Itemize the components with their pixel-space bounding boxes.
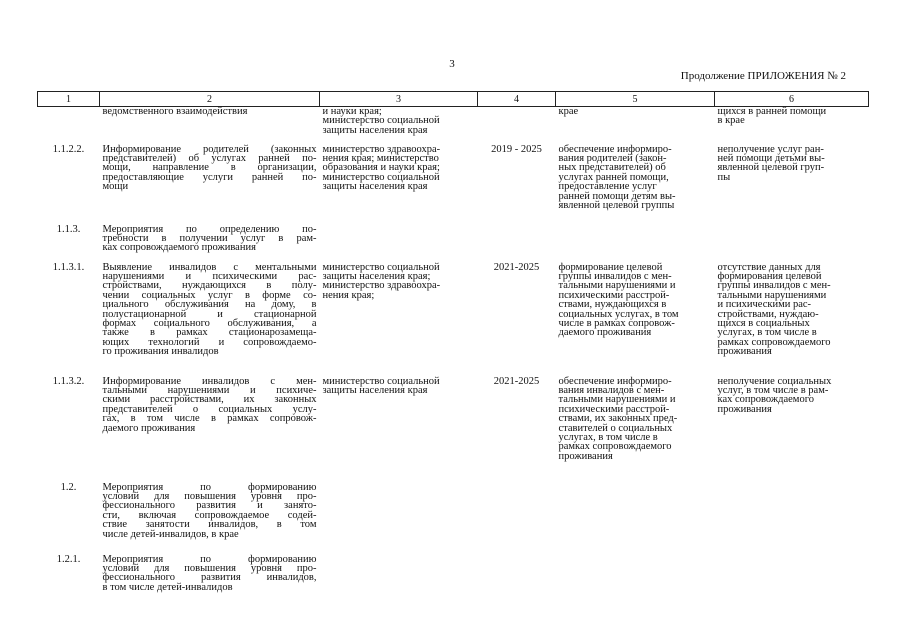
- text-line: чении социальных услуг в форме со-: [102, 289, 317, 301]
- text-line: ствие занятости инвалидов, в том: [102, 519, 317, 531]
- text-line: ющих технологий и сопровождаемо-: [102, 336, 317, 348]
- text-line: го проживания инвалидов: [102, 346, 219, 358]
- text-line: гах, в том числе в рамках сопровож-: [102, 413, 317, 425]
- text-line: ках сопровождаемого: [717, 394, 814, 406]
- responsible-executor: [320, 375, 478, 481]
- text-line: министерство здравоохра-: [322, 143, 441, 155]
- table-row: [38, 481, 869, 553]
- implementation-period: 2019 - 2025: [491, 143, 542, 155]
- text-line: в крае: [717, 115, 745, 127]
- text-line: неполучение услуг ран-: [717, 143, 824, 155]
- text-line: даемого проживания: [102, 422, 196, 434]
- text-line: Выявление инвалидов с ментальными: [102, 261, 317, 273]
- text-line: вания инвалидов с мен-: [558, 384, 665, 396]
- column-header: 2: [100, 92, 320, 107]
- text-line: и психическими рас-: [717, 299, 812, 311]
- text-line: обеспечение информиро-: [558, 375, 672, 387]
- table-row: [38, 107, 869, 143]
- text-line: группы инвалидов с мен-: [558, 270, 672, 282]
- text-line: формах социального обслуживания, а: [102, 317, 317, 329]
- non-implementation-consequence: [715, 223, 869, 261]
- text-line: Информирование родителей (законных: [102, 143, 317, 155]
- text-line: министерство социальной: [322, 171, 440, 183]
- text-line: министерство социальной: [322, 115, 440, 127]
- text-line: щихся в ранней помощи: [717, 106, 827, 117]
- text-line: ставителей о социальных: [558, 422, 673, 434]
- text-line: нения края; министерство: [322, 152, 439, 164]
- text-line: стройствами, нуждаю-: [717, 308, 819, 320]
- text-line: сти, включая сопровождаемое содей-: [102, 509, 317, 521]
- measure-name: [100, 261, 320, 375]
- text-line: услуг, в том числе в рам-: [717, 384, 829, 396]
- text-line: Мероприятия по формированию: [102, 481, 317, 493]
- text-line: явленной целевой группы: [558, 199, 675, 211]
- table-row: [38, 223, 869, 261]
- text-line: в том числе детей-инвалидов: [102, 581, 233, 593]
- text-line: также в рамках стационарозамеща-: [102, 327, 317, 339]
- text-line: министерство социальной: [322, 375, 440, 387]
- text-line: Мероприятия по формированию: [102, 553, 317, 565]
- table-row: [38, 261, 869, 375]
- text-line: крае: [558, 106, 579, 117]
- measure-name: [100, 375, 320, 481]
- text-line: фессионального развития и занято-: [102, 500, 317, 512]
- text-line: защиты населения края: [322, 124, 428, 136]
- text-line: явленной целевой груп-: [717, 162, 825, 174]
- text-line: тальными нарушениями и психиче-: [102, 384, 317, 396]
- text-line: отсутствие данных для: [717, 261, 821, 273]
- text-line: ствами, нуждающихся в: [558, 299, 667, 311]
- text-line: рамках сопровождаемого: [558, 441, 672, 453]
- non-implementation-consequence: [715, 261, 869, 375]
- text-line: ведомственного взаимодействия: [102, 106, 248, 117]
- non-implementation-consequence: [715, 143, 869, 223]
- text-line: скими расстройствами, их законных: [102, 394, 317, 406]
- text-line: психическими расстрой-: [558, 403, 670, 415]
- row-number: 1.1.3.: [56, 223, 81, 235]
- text-line: условий для повышения уровня про-: [102, 490, 317, 502]
- text-line: Информирование инвалидов с мен-: [102, 375, 317, 387]
- column-header: 3: [320, 92, 478, 107]
- text-line: ранней помощи детям вы-: [558, 190, 676, 202]
- responsible-executor: [320, 107, 478, 143]
- expected-result: [556, 375, 715, 481]
- text-line: мощи, направление в организации,: [102, 162, 317, 174]
- implementation-period: [478, 107, 556, 143]
- text-line: нения края;: [322, 289, 375, 301]
- row-number: 1.2.1.: [56, 553, 81, 565]
- text-line: представителей) об услугах ранней по-: [102, 152, 317, 164]
- expected-result: [556, 261, 715, 375]
- text-line: ных представителей) об: [558, 162, 666, 174]
- text-line: полустационарной и стационарной: [102, 308, 317, 320]
- text-line: условий для повышения уровня про-: [102, 562, 317, 574]
- implementation-period: [478, 553, 556, 605]
- column-header: 5: [556, 92, 715, 107]
- text-line: нарушениями и психическими рас-: [102, 270, 317, 282]
- text-line: тальными нарушениями и: [558, 280, 676, 292]
- text-line: защиты населения края;: [322, 270, 431, 282]
- non-implementation-consequence: [715, 375, 869, 481]
- non-implementation-consequence: [715, 107, 869, 143]
- text-line: психическими расстрой-: [558, 289, 670, 301]
- appendix-continuation-label: Продолжение ПРИЛОЖЕНИЯ № 2: [680, 70, 846, 82]
- text-line: тальными нарушениями и: [558, 394, 676, 406]
- text-line: и науки края;: [322, 106, 382, 117]
- text-line: стройствами, нуждающихся в полу-: [102, 280, 317, 292]
- measure-name: [100, 223, 320, 261]
- text-line: обеспечение информиро-: [558, 143, 672, 155]
- text-line: пы: [717, 171, 731, 183]
- measure-name: [100, 107, 320, 143]
- measure-name: [100, 481, 320, 553]
- row-number: [38, 107, 100, 143]
- implementation-period: 2021-2025: [493, 375, 540, 387]
- expected-result: [556, 107, 715, 143]
- text-line: вания родителей (закон-: [558, 152, 667, 164]
- expected-result: [556, 481, 715, 553]
- text-line: ствами, их законных пред-: [558, 413, 678, 425]
- text-line: предоставление услуг: [558, 181, 657, 193]
- row-number: 1.1.3.1.: [52, 261, 85, 273]
- text-line: услугах, в том числе в: [558, 431, 658, 443]
- text-line: Мероприятия по определению по-: [102, 223, 317, 235]
- text-line: проживания: [558, 450, 613, 462]
- page-number: 3: [449, 58, 455, 70]
- text-line: фессионального развития инвалидов,: [102, 572, 317, 584]
- text-line: защиты населения края: [322, 181, 428, 193]
- text-line: тальными нарушениями: [717, 289, 827, 301]
- responsible-executor: [320, 481, 478, 553]
- responsible-executor: [320, 143, 478, 223]
- text-line: проживания: [717, 403, 772, 415]
- measures-table: [37, 91, 869, 605]
- column-header: 1: [38, 92, 100, 107]
- text-line: министерство социальной: [322, 261, 440, 273]
- text-line: рамках сопровождаемого: [717, 336, 831, 348]
- column-header: 4: [478, 92, 556, 107]
- responsible-executor: [320, 261, 478, 375]
- text-line: представителей о социальных услу-: [102, 403, 317, 415]
- text-line: группы инвалидов с мен-: [717, 280, 831, 292]
- text-line: формирование целевой: [558, 261, 663, 273]
- text-line: образования и науки края;: [322, 162, 440, 174]
- table-row: [38, 553, 869, 605]
- non-implementation-consequence: [715, 553, 869, 605]
- text-line: циального обслуживания на дому, в: [102, 299, 317, 311]
- responsible-executor: [320, 223, 478, 261]
- implementation-period: [478, 223, 556, 261]
- text-line: ках сопровождаемого проживания: [102, 242, 256, 254]
- text-line: неполучение социальных: [717, 375, 832, 387]
- text-line: социальных услугах, в том: [558, 308, 679, 320]
- text-line: проживания: [717, 346, 772, 358]
- column-number-row: [38, 92, 869, 107]
- implementation-period: [478, 481, 556, 553]
- row-number: 1.2.: [60, 481, 77, 493]
- table-body: [38, 107, 869, 605]
- expected-result: [556, 553, 715, 605]
- text-line: числе в рамках сопровож-: [558, 317, 675, 329]
- table-row: [38, 143, 869, 223]
- text-line: предоставляющие услуги ранней по-: [102, 171, 317, 183]
- text-line: щихся в социальных: [717, 317, 810, 329]
- text-line: мощи: [102, 181, 129, 193]
- row-number: 1.1.2.2.: [52, 143, 85, 155]
- text-line: защиты населения края: [322, 384, 428, 396]
- text-line: министерство здравоохра-: [322, 280, 441, 292]
- text-line: числе детей-инвалидов, в крае: [102, 528, 239, 540]
- text-line: услугах ранней помощи,: [558, 171, 669, 183]
- non-implementation-consequence: [715, 481, 869, 553]
- expected-result: [556, 223, 715, 261]
- table-header: [38, 92, 869, 107]
- text-line: требности в получении услуг в рам-: [102, 232, 317, 244]
- text-line: даемого проживания: [558, 327, 652, 339]
- column-header: 6: [715, 92, 869, 107]
- implementation-period: 2021-2025: [493, 261, 540, 273]
- text-line: услугах, в том числе в: [717, 327, 817, 339]
- expected-result: [556, 143, 715, 223]
- table-row: [38, 375, 869, 481]
- row-number: 1.1.3.2.: [52, 375, 85, 387]
- text-line: ней помощи детьми вы-: [717, 152, 825, 164]
- responsible-executor: [320, 553, 478, 605]
- measure-name: [100, 553, 320, 605]
- measure-name: [100, 143, 320, 223]
- text-line: формирования целевой: [717, 270, 822, 282]
